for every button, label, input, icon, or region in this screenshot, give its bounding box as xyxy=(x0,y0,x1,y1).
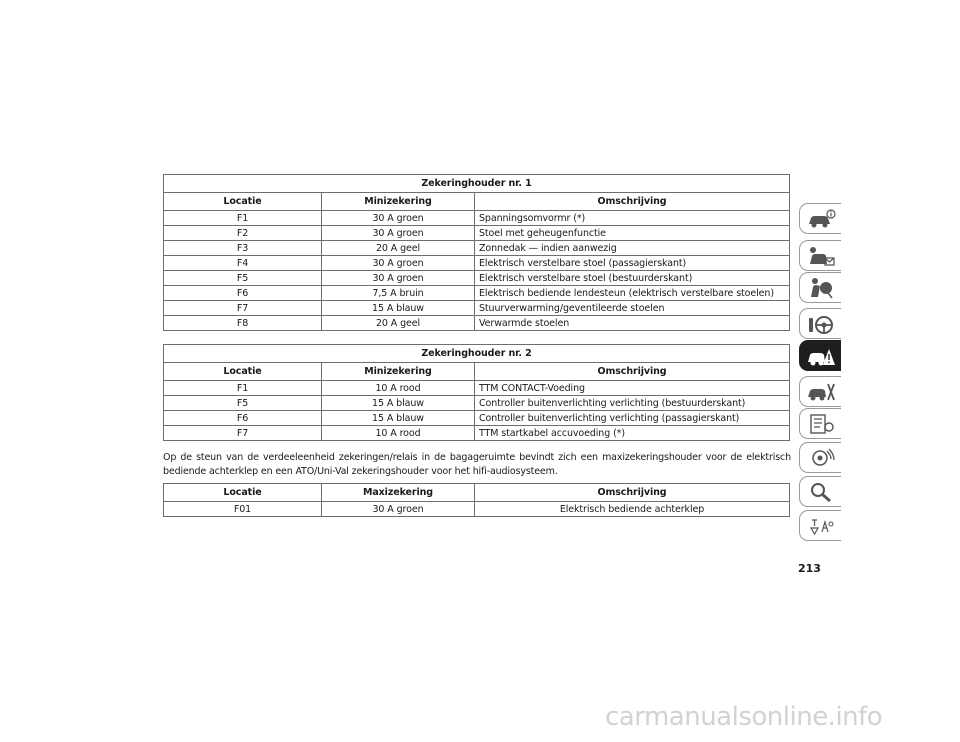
tab-magnifier-search[interactable] xyxy=(799,476,841,507)
fuse-cell: 30 A groen xyxy=(322,271,475,286)
location-cell: F8 xyxy=(164,316,322,331)
fuse-cell: 7,5 A bruin xyxy=(322,286,475,301)
table-row xyxy=(164,381,790,396)
location-cell: F7 xyxy=(164,426,322,441)
location-cell: F4 xyxy=(164,256,322,271)
fuse-cell: 15 A blauw xyxy=(322,301,475,316)
description-cell: Elektrisch verstelbare stoel (passagierskant) xyxy=(475,256,790,271)
fuse-cell: 20 A geel xyxy=(322,241,475,256)
fuse-cell: 30 A groen xyxy=(322,502,475,517)
maxi-fuse-table xyxy=(163,483,790,517)
description-cell: TTM startkabel accuvoeding (*) xyxy=(475,426,790,441)
column-header: Maxizekering xyxy=(322,484,475,502)
table-row xyxy=(164,226,790,241)
table-row xyxy=(164,426,790,441)
fuse-cell: 15 A blauw xyxy=(322,411,475,426)
tab-car-service-tools[interactable] xyxy=(799,376,841,407)
location-cell: F6 xyxy=(164,411,322,426)
description-cell: Stoel met geheugenfunctie xyxy=(475,226,790,241)
fuse-cell: 10 A rood xyxy=(322,426,475,441)
table-title: Zekeringhouder nr. 1 xyxy=(164,175,790,193)
column-header: Minizekering xyxy=(322,363,475,381)
table-row xyxy=(164,411,790,426)
languages-icon xyxy=(806,514,836,538)
location-cell: F3 xyxy=(164,241,322,256)
tab-specifications-list[interactable] xyxy=(799,408,841,439)
table-row xyxy=(164,256,790,271)
table-row xyxy=(164,316,790,331)
table-row xyxy=(164,211,790,226)
description-cell: Elektrisch verstelbare stoel (bestuurderskant) xyxy=(475,271,790,286)
fuse-cell: 30 A groen xyxy=(322,256,475,271)
location-cell: F7 xyxy=(164,301,322,316)
column-header: Locatie xyxy=(164,193,322,211)
body-paragraph: Op de steun van de verdeeleenheid zekeringen/relais in de bagageruimte bevindt zich een maxizekeringshouder voor de elektrisch bediende achterklep en een ATO/Uni-Val zekeringshouder voor het hifi-audiosysteem. xyxy=(163,452,791,477)
description-cell: TTM CONTACT-Voeding xyxy=(475,381,790,396)
table-row xyxy=(164,301,790,316)
fuse-cell: 30 A groen xyxy=(322,226,475,241)
steering-wheel-icon xyxy=(806,312,836,336)
tab-steering-wheel[interactable] xyxy=(799,308,841,339)
airbag-safety-icon xyxy=(806,276,836,300)
table-row xyxy=(164,502,790,517)
fuse-cell: 30 A groen xyxy=(322,211,475,226)
tab-warning-emergency[interactable] xyxy=(799,340,841,371)
column-header: Omschrijving xyxy=(475,193,790,211)
tab-car-info[interactable] xyxy=(799,203,841,234)
location-cell: F01 xyxy=(164,502,322,517)
fuse-table-1 xyxy=(163,174,790,331)
fuse-table-2 xyxy=(163,344,790,441)
table-row xyxy=(164,271,790,286)
column-header: Omschrijving xyxy=(475,363,790,381)
description-cell: Spanningsomvormr (*) xyxy=(475,211,790,226)
description-cell: Zonnedak — indien aanwezig xyxy=(475,241,790,256)
location-cell: F2 xyxy=(164,226,322,241)
tab-airbag-safety[interactable] xyxy=(799,272,841,303)
location-cell: F1 xyxy=(164,381,322,396)
fuse-cell: 15 A blauw xyxy=(322,396,475,411)
tab-languages[interactable] xyxy=(799,510,841,541)
column-header: Locatie xyxy=(164,363,322,381)
table-row xyxy=(164,286,790,301)
warning-emergency-icon xyxy=(806,344,836,368)
tab-car-key[interactable] xyxy=(799,240,841,271)
location-cell: F1 xyxy=(164,211,322,226)
description-cell: Controller buitenverlichting verlichting (bestuurderskant) xyxy=(475,396,790,411)
fuse-cell: 10 A rood xyxy=(322,381,475,396)
watermark-text: carmanualsonline.info xyxy=(605,702,883,732)
specifications-list-icon xyxy=(806,412,836,436)
fuse-cell: 20 A geel xyxy=(322,316,475,331)
table-row xyxy=(164,241,790,256)
column-header: Minizekering xyxy=(322,193,475,211)
description-cell: Elektrisch bediende lendesteun (elektrisch verstelbare stoelen) xyxy=(475,286,790,301)
column-header: Locatie xyxy=(164,484,322,502)
description-cell: Verwarmde stoelen xyxy=(475,316,790,331)
car-info-icon xyxy=(806,207,836,231)
page-number: 213 xyxy=(798,562,821,575)
multimedia-icon xyxy=(806,446,836,470)
location-cell: F5 xyxy=(164,396,322,411)
car-key-icon xyxy=(806,244,836,268)
car-service-tools-icon xyxy=(806,380,836,404)
table-row xyxy=(164,396,790,411)
description-cell: Stuurverwarming/geventileerde stoelen xyxy=(475,301,790,316)
location-cell: F6 xyxy=(164,286,322,301)
table-title: Zekeringhouder nr. 2 xyxy=(164,345,790,363)
magnifier-search-icon xyxy=(806,480,836,504)
location-cell: F5 xyxy=(164,271,322,286)
description-cell: Elektrisch bediende achterklep xyxy=(475,502,790,517)
description-cell: Controller buitenverlichting verlichting (passagierskant) xyxy=(475,411,790,426)
tab-multimedia[interactable] xyxy=(799,442,841,473)
column-header: Omschrijving xyxy=(475,484,790,502)
